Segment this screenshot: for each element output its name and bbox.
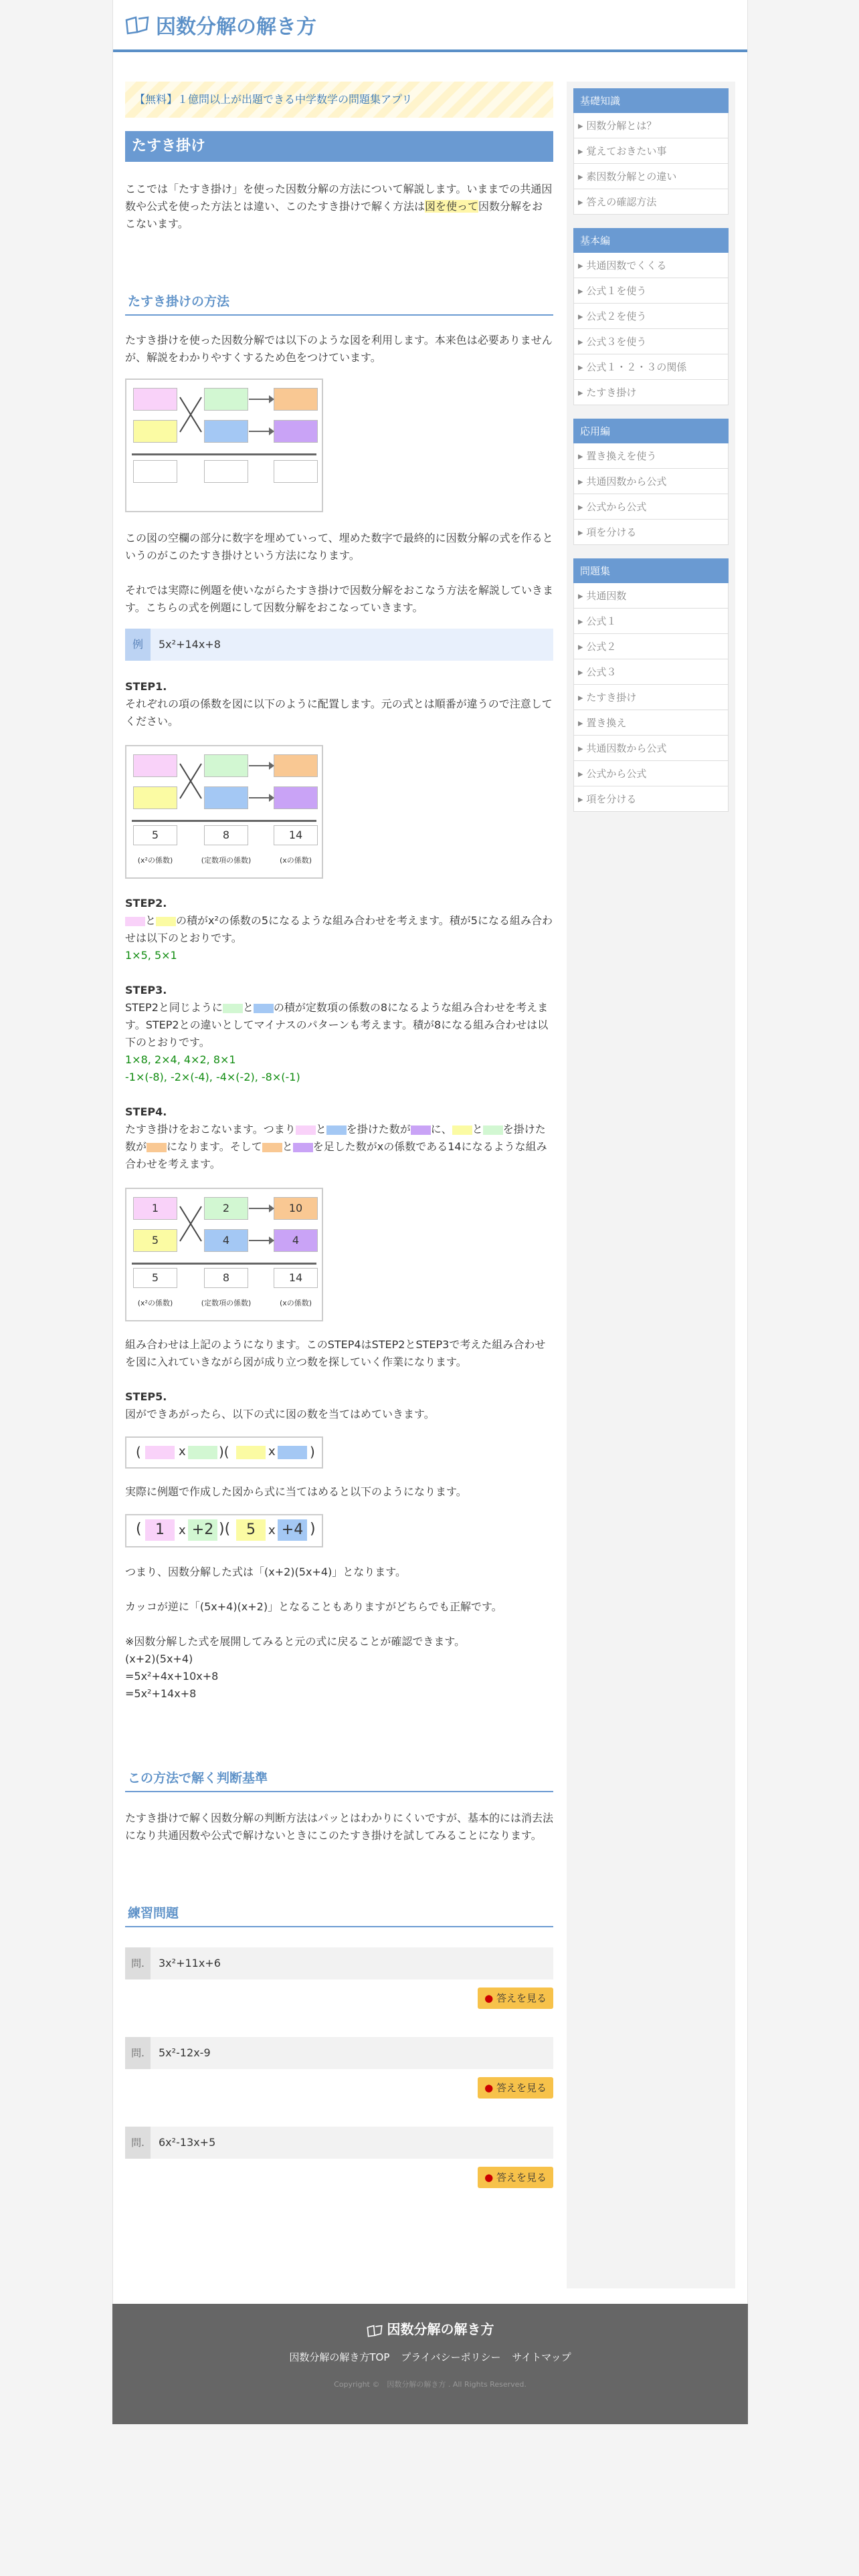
sidebar-group-title: 問題集: [573, 558, 729, 583]
step2-text: と の積がx²の係数の5になるような組み合わせを考えます。積が5になる組み合わせは以下のとおりです。: [125, 914, 553, 944]
step4-text: たすき掛けをおこないます。つまり と を掛けた数が に、 と を掛けた数が になります。そして と を足した数がxの係数である14になるような組み合わせを考えます。: [125, 1123, 547, 1170]
step5-text-2: 実際に例題で作成した図から式に当てはめると以下のようになります。: [125, 1485, 467, 1498]
step2-title: STEP2.: [125, 897, 167, 909]
step4-summary: 組み合わせは上記のようになります。このSTEP4はSTEP2とSTEP3で考えた組み合わせを図に入れていきながら図が成り立つ数を探していく作業になります。: [125, 1338, 546, 1368]
sidebar-item[interactable]: ▸ たすき掛け: [573, 380, 729, 405]
copyright: Copyright © 因数分解の解き方 . All Rights Reserved.: [334, 2380, 527, 2389]
sidebar-item[interactable]: ▸ 公式２: [573, 634, 729, 659]
chevron-down-icon: ●: [484, 2171, 494, 2183]
question-formula: 5x²-12x-9: [159, 2046, 211, 2059]
sidebar-item[interactable]: ▸ 公式１を使う: [573, 278, 729, 304]
question-formula: 6x²-13x+5: [159, 2136, 216, 2149]
step5-title: STEP5.: [125, 1390, 167, 1403]
sidebar-group-title: 基本編: [573, 228, 729, 253]
cross-lines-icon: [179, 761, 203, 801]
step1-title: STEP1.: [125, 680, 167, 693]
book-logo-icon: [367, 2324, 383, 2337]
practice-question-1: [125, 1947, 553, 1979]
show-answer-button-2[interactable]: ● 答えを見る: [478, 2077, 553, 2099]
section-title-method: たすき掛けの方法: [125, 293, 553, 316]
chevron-down-icon: ●: [484, 1992, 494, 2004]
step4-title: STEP4.: [125, 1105, 167, 1118]
check-text-2: (x+2)(5x+4): [125, 1652, 193, 1665]
footer-title: 因数分解の解き方: [387, 2321, 494, 2337]
step3-text: STEP2と同じように と の積が定数項の係数の8になるような組み合わせを考えます。STEP2との違いとしてマイナスのパターンも考えます。積が8になる組み合わせは以下のとおりです。: [125, 1001, 549, 1049]
fig3-value-x: 14: [274, 1268, 318, 1288]
fig2-value-const: 8: [204, 825, 248, 845]
practice-question-2: [125, 2037, 553, 2069]
answer-text-2: カッコが逆に「(5x+4)(x+2)」となることもありますがどちらでも正解です。: [125, 1600, 502, 1613]
check-text-3: =5x²+4x+10x+8: [125, 1670, 219, 1683]
sidebar-item[interactable]: ▸ 共通因数でくくる: [573, 253, 729, 278]
practice-question-3: [125, 2127, 553, 2159]
sidebar-item[interactable]: ▸ 公式から公式: [573, 494, 729, 520]
section-title-criteria: この方法で解く判断基準: [125, 1769, 553, 1792]
step5-text: 図ができあがったら、以下の式に図の数を当てはめていきます。: [125, 1408, 435, 1420]
question-tag: 問.: [125, 2037, 151, 2069]
site-title[interactable]: 因数分解の解き方: [156, 15, 316, 39]
fig3-value-ab: 10: [274, 1197, 318, 1220]
fig3-label-x2: (x²の係数): [137, 1299, 173, 1307]
tasuki-diagram-solved: [125, 1188, 323, 1321]
sidebar-item[interactable]: ▸ 項を分ける: [573, 786, 729, 812]
sidebar-item[interactable]: ▸ 共通因数から公式: [573, 469, 729, 494]
sidebar-item[interactable]: ▸ 答えの確認方法: [573, 189, 729, 215]
main-content: [125, 82, 553, 2196]
sidebar-item[interactable]: ▸ 共通因数から公式: [573, 736, 729, 761]
sidebar-item[interactable]: ▸ たすき掛け: [573, 685, 729, 710]
fig2-label-x2: (x²の係数): [137, 856, 173, 865]
sidebar-item[interactable]: ▸ 置き換えを使う: [573, 443, 729, 469]
fig3-value-a: 1: [133, 1197, 177, 1220]
fig3-label-const: (定数項の係数): [201, 1299, 252, 1307]
fig3-value-d: 4: [204, 1229, 248, 1252]
step2-combos: 1×5, 5×1: [125, 949, 177, 962]
show-answer-button-3[interactable]: ● 答えを見る: [478, 2167, 553, 2188]
example-formula: 5x²+14x+8: [159, 638, 221, 651]
method-text-1: たすき掛けを使った因数分解では以下のような図を利用します。本来色は必要ありませんが、解説をわかりやすくするため色をつけています。: [125, 334, 553, 364]
footer-logo[interactable]: [112, 2304, 748, 2338]
site-footer: [112, 2304, 748, 2424]
formula-filled: ( 1 x +2 )( 5 x +4 ): [125, 1514, 323, 1547]
sidebar-group-title: 基礎知識: [573, 88, 729, 113]
sidebar-item[interactable]: ▸ 公式１・２・３の関係: [573, 354, 729, 380]
example-tag: 例: [125, 629, 151, 661]
sidebar-item[interactable]: ▸ 置き換え: [573, 710, 729, 736]
fig2-value-x2: 5: [133, 825, 177, 845]
question-formula: 3x²+11x+6: [159, 1957, 221, 1969]
sidebar-item[interactable]: ▸ 共通因数: [573, 583, 729, 609]
sidebar-item[interactable]: ▸ 公式から公式: [573, 761, 729, 786]
step1-text: それぞれの項の係数を図に以下のように配置します。元の式とは順番が違うので注意してください。: [125, 697, 553, 728]
sidebar: [567, 82, 735, 2288]
fig2-value-x: 14: [274, 825, 318, 845]
book-logo-icon: [125, 15, 149, 35]
step3-title: STEP3.: [125, 984, 167, 996]
question-tag: 問.: [125, 1947, 151, 1979]
check-text-4: =5x²+14x+8: [125, 1687, 197, 1700]
fig3-label-x: (xの係数): [279, 1299, 312, 1307]
formula-template: ( x )( x ): [125, 1436, 323, 1469]
check-text-1: ※因数分解した式を展開してみると元の式に戻ることが確認できます。: [125, 1635, 466, 1648]
question-tag: 問.: [125, 2127, 151, 2159]
sidebar-item[interactable]: ▸ 公式２を使う: [573, 304, 729, 329]
criteria-text: たすき掛けで解く因数分解の判断方法はパッとはわかりにくいですが、基本的には消去法になり共通因数や公式で解けないときにこのたすき掛けを試してみることになります。: [125, 1812, 554, 1842]
sidebar-item[interactable]: ▸ 公式１: [573, 609, 729, 634]
page-title: たすき掛け: [125, 131, 553, 162]
answer-text-1: つまり、因数分解した式は「(x+2)(5x+4)」となります。: [125, 1566, 406, 1578]
sidebar-item[interactable]: ▸ 公式３を使う: [573, 329, 729, 354]
sidebar-item[interactable]: ▸ 項を分ける: [573, 520, 729, 545]
fig3-value-const: 8: [204, 1268, 248, 1288]
method-text-3: それでは実際に例題を使いながらたすき掛けで因数分解をおこなう方法を解説していきます。こちらの式を例題にして因数分解をおこなっていきます。: [125, 584, 554, 614]
sidebar-item[interactable]: ▸ 公式３: [573, 659, 729, 685]
method-text-2: この図の空欄の部分に数字を埋めていって、埋めた数字で最終的に因数分解の式を作るというのがこのたすき掛けという方法になります。: [125, 532, 553, 562]
show-answer-button-1[interactable]: ● 答えを見る: [478, 1988, 553, 2009]
footer-links: [112, 2350, 748, 2364]
section-title-practice: 練習問題: [125, 1905, 553, 1927]
footer-link-privacy[interactable]: プライバシーポリシー: [401, 2351, 501, 2363]
site-header: [113, 0, 747, 52]
app-ad-link[interactable]: 【無料】１億問以上が出題できる中学数学の問題集アプリ: [125, 82, 553, 118]
sidebar-item[interactable]: ▸ 覚えておきたい事: [573, 138, 729, 164]
cross-lines-icon: [179, 395, 203, 435]
tasuki-diagram-step1: [125, 745, 323, 879]
tasuki-diagram-blank: [125, 379, 323, 512]
sidebar-group-title: 応用編: [573, 419, 729, 443]
fig2-label-const: (定数項の係数): [201, 856, 252, 865]
cross-lines-icon: [179, 1204, 203, 1244]
step3-combos-positive: 1×8, 2×4, 4×2, 8×1: [125, 1053, 236, 1066]
sidebar-item[interactable]: ▸ 素因数分解との違い: [573, 164, 729, 189]
fig3-value-cd: 4: [274, 1229, 318, 1252]
intro-text: ここでは「たすき掛け」を使った因数分解の方法について解説します。いままでの共通因数や公式を使った方法とは違い、このたすき掛けで解く方法は図を使って因数分解をおこないます。: [125, 183, 553, 230]
footer-link-top[interactable]: 因数分解の解き方TOP: [289, 2351, 390, 2363]
example-box: [125, 629, 553, 661]
fig3-value-x2: 5: [133, 1268, 177, 1288]
chevron-down-icon: ●: [484, 2082, 494, 2094]
step3-combos-negative: -1×(-8), -2×(-4), -4×(-2), -8×(-1): [125, 1071, 300, 1083]
fig3-value-c: 5: [133, 1229, 177, 1252]
footer-link-sitemap[interactable]: サイトマップ: [512, 2351, 571, 2363]
fig3-value-b: 2: [204, 1197, 248, 1220]
sidebar-item[interactable]: ▸ 因数分解とは？: [573, 113, 729, 138]
fig2-label-x: (xの係数): [279, 856, 312, 865]
page-container: [112, 0, 748, 2304]
